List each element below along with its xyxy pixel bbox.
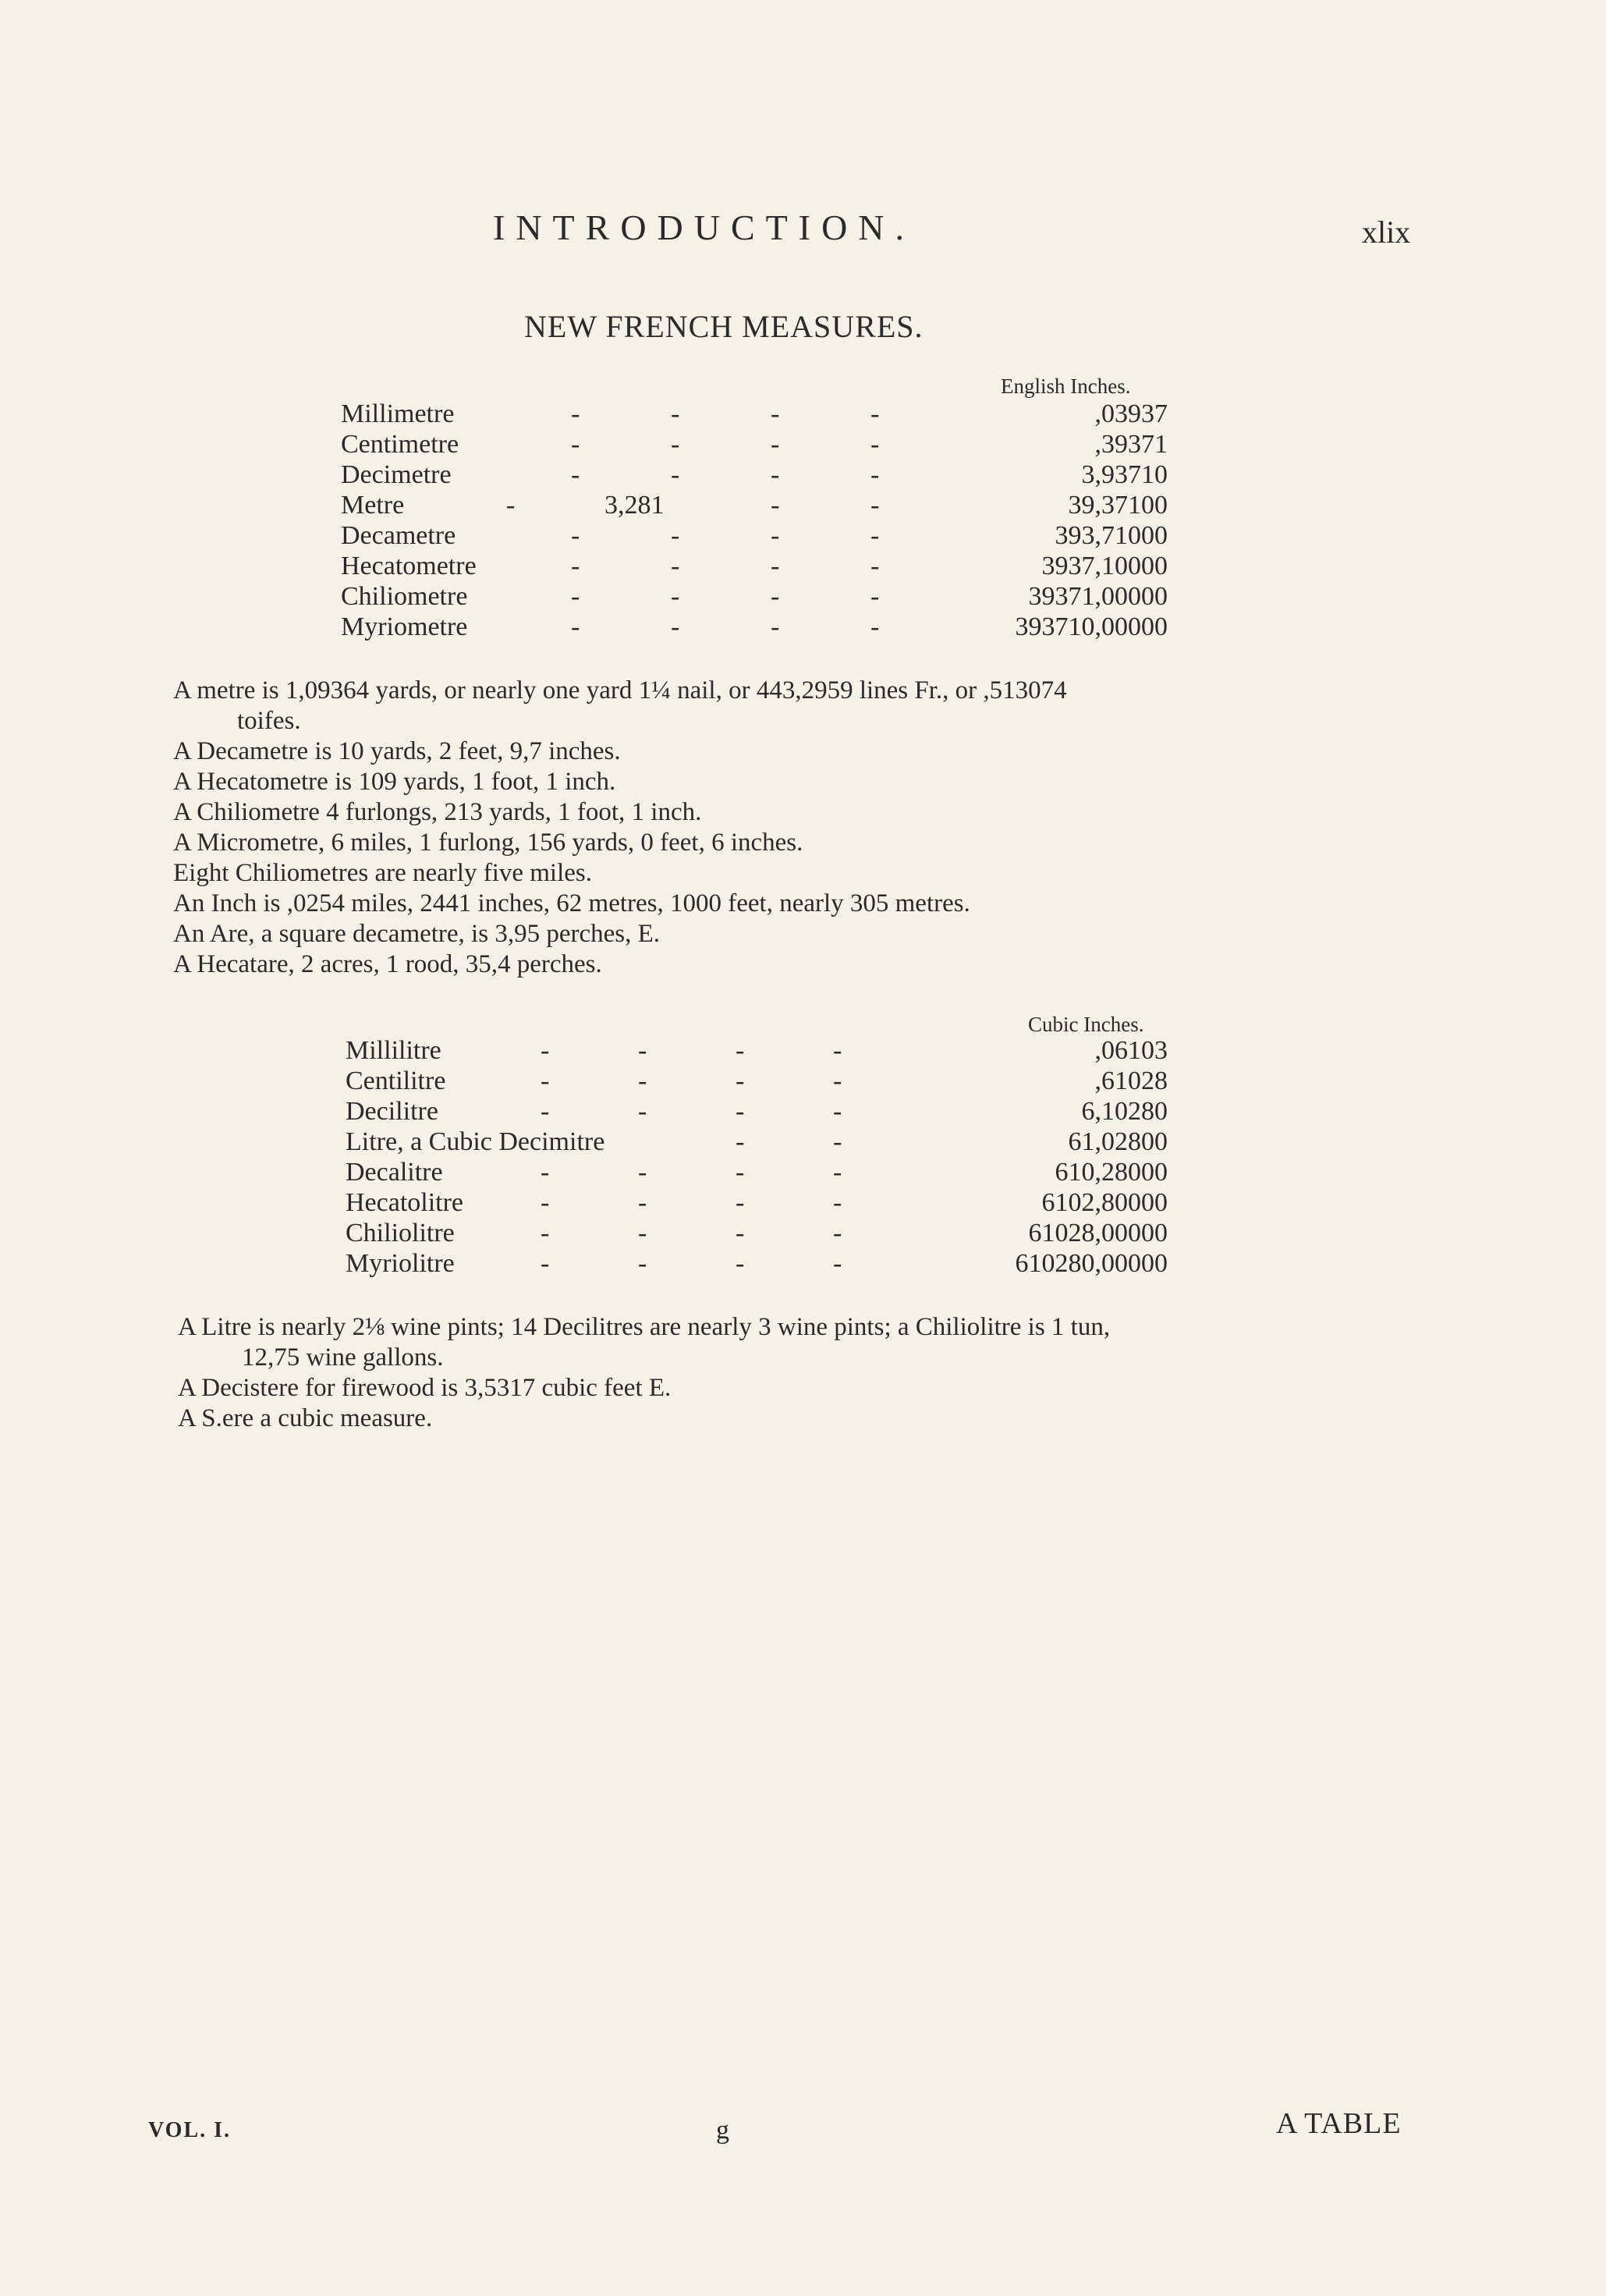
leader-dash: - [541,1036,550,1065]
capacity-note: A Litre is nearly 2⅛ wine pints; 14 Decilitres are nearly 3 wine pints; a Chiliolitre is 1 tun, 12,75 wine gallons. [178,1313,1111,1372]
leader-dash: - [638,1219,647,1247]
measure-value: 610280,00000 [1015,1249,1168,1278]
measure-name: Myriometre [341,612,468,641]
measure-name: Metre [341,491,405,520]
leader-dash: - [771,430,780,459]
leader-dash: - [671,582,680,611]
leader-dash: - [571,552,580,580]
length-note: An Inch is ,0254 miles, 2441 inches, 62 metres, 1000 feet, nearly 305 metres. [173,889,970,917]
leader-dash: - [870,460,880,489]
leader-dash: - [771,521,780,550]
measure-name: Millimetre [341,399,455,428]
length-note: A metre is 1,09364 yards, or nearly one yard 1¼ nail, or 443,2959 lines Fr., or ,513074 toifes. [173,676,1067,735]
measure-value: 3937,10000 [1041,552,1168,580]
catchword: A TABLE [1276,2107,1402,2140]
measure-value: ,06103 [1094,1036,1168,1065]
leader-dash: - [638,1158,647,1187]
leader-dash: - [638,1036,647,1065]
table-row [341,399,1168,431]
leader-dash: - [736,1127,745,1156]
length-note: A Chiliometre 4 furlongs, 213 yards, 1 foot, 1 inch. [173,798,702,826]
capacity-note: A S.ere a cubic measure. [178,1404,433,1432]
table-row [341,460,1168,491]
length-column-header: English Inches. [1001,374,1131,398]
leader-dash: - [870,491,880,520]
leader-dash: - [541,1158,550,1187]
leader-dash: - [736,1219,745,1247]
leader-dash: - [571,521,580,550]
measure-value: 6102,80000 [1041,1188,1168,1217]
table-row [346,1066,1168,1098]
leader-dash: - [541,1219,550,1247]
page-number: xlix [1362,215,1411,250]
leader-dash: - [736,1188,745,1217]
table-row [346,1219,1168,1250]
leader-dash: - [833,1158,842,1187]
measure-name: Chiliolitre [346,1219,455,1247]
leader-dash: - [833,1066,842,1095]
table-row [341,582,1168,613]
measure-name: Chiliometre [341,582,468,611]
leader-dash: - [870,552,880,580]
leader-dash: - [771,612,780,641]
leader-dash: - [833,1219,842,1247]
measure-name: Decimetre [341,460,452,489]
table-row [346,1036,1168,1067]
leader-dash: - [833,1188,842,1217]
leader-dash: - [671,612,680,641]
table-row [341,552,1168,583]
table-row [341,612,1168,644]
measure-note: 3,281 [604,491,665,520]
length-note: A Hecatare, 2 acres, 1 rood, 35,4 perches. [173,950,602,978]
measure-value: 3,93710 [1081,460,1168,489]
measure-value: 39371,00000 [1028,582,1168,611]
measure-name: Centilitre [346,1066,446,1095]
measure-value: ,39371 [1094,430,1168,459]
running-head: INTRODUCTION. [493,208,916,247]
volume-mark: VOL. I. [148,2118,232,2142]
leader-dash: - [671,430,680,459]
measure-value: 610,28000 [1055,1158,1168,1187]
length-note: Eight Chiliometres are nearly five miles. [173,859,593,887]
leader-dash: - [736,1097,745,1126]
leader-dash: - [771,552,780,580]
leader-dash: - [671,460,680,489]
leader-dash: - [736,1066,745,1095]
leader-dash: - [771,491,780,520]
leader-dash: - [541,1097,550,1126]
measure-value: 61028,00000 [1028,1219,1168,1247]
measure-name: Myriolitre [346,1249,455,1278]
leader-dash: - [541,1066,550,1095]
leader-dash: - [571,460,580,489]
leader-dash: - [638,1188,647,1217]
length-note: A Hecatometre is 109 yards, 1 foot, 1 inch. [173,768,616,796]
section-title: NEW FRENCH MEASURES. [524,309,924,344]
leader-dash: - [870,430,880,459]
length-note: A Micrometre, 6 miles, 1 furlong, 156 yards, 0 feet, 6 inches. [173,829,803,857]
table-row [346,1127,1168,1159]
measure-value: ,03937 [1094,399,1168,428]
signature-mark: g [716,2116,729,2145]
leader-dash: - [671,521,680,550]
leader-dash: - [571,612,580,641]
measure-value: 393,71000 [1055,521,1168,550]
measure-value: 39,37100 [1068,491,1168,520]
table-row [346,1158,1168,1189]
measure-name: Hecatometre [341,552,477,580]
length-note: A Decametre is 10 yards, 2 feet, 9,7 inches. [173,737,621,765]
measure-name: Centimetre [341,430,459,459]
leader-dash: - [671,399,680,428]
leader-dash: - [736,1249,745,1278]
measure-value: 61,02800 [1068,1127,1168,1156]
leader-dash: - [571,582,580,611]
leader-dash: - [571,399,580,428]
leader-dash: - [638,1249,647,1278]
table-row [346,1249,1168,1280]
table-row [346,1188,1168,1219]
leader-dash: - [833,1036,842,1065]
measure-name: Litre, a Cubic Decimitre [346,1127,605,1156]
measure-name: Decilitre [346,1097,438,1126]
table-row [341,491,1168,522]
leader-dash: - [671,552,680,580]
leader-dash: - [541,1249,550,1278]
leader-dash: - [833,1249,842,1278]
leader-dash: - [506,491,516,520]
table-row [341,430,1168,461]
leader-dash: - [736,1036,745,1065]
measure-value: 393710,00000 [1015,612,1168,641]
leader-dash: - [771,582,780,611]
leader-dash: - [571,430,580,459]
measure-value: 6,10280 [1081,1097,1168,1126]
leader-dash: - [638,1066,647,1095]
leader-dash: - [870,612,880,641]
leader-dash: - [736,1158,745,1187]
capacity-column-header: Cubic Inches. [1028,1013,1144,1036]
leader-dash: - [870,521,880,550]
measure-value: ,61028 [1094,1066,1168,1095]
measure-name: Hecatolitre [346,1188,464,1217]
leader-dash: - [833,1127,842,1156]
leader-dash: - [638,1097,647,1126]
measure-name: Decametre [341,521,456,550]
leader-dash: - [870,582,880,611]
table-row [341,521,1168,552]
leader-dash: - [771,399,780,428]
leader-dash: - [541,1188,550,1217]
measure-name: Decalitre [346,1158,443,1187]
leader-dash: - [870,399,880,428]
leader-dash: - [771,460,780,489]
measure-name: Millilitre [346,1036,441,1065]
table-row [346,1097,1168,1128]
capacity-note: A Decistere for firewood is 3,5317 cubic feet E. [178,1374,672,1402]
length-note: An Are, a square decametre, is 3,95 perches, E. [173,920,661,948]
leader-dash: - [833,1097,842,1126]
